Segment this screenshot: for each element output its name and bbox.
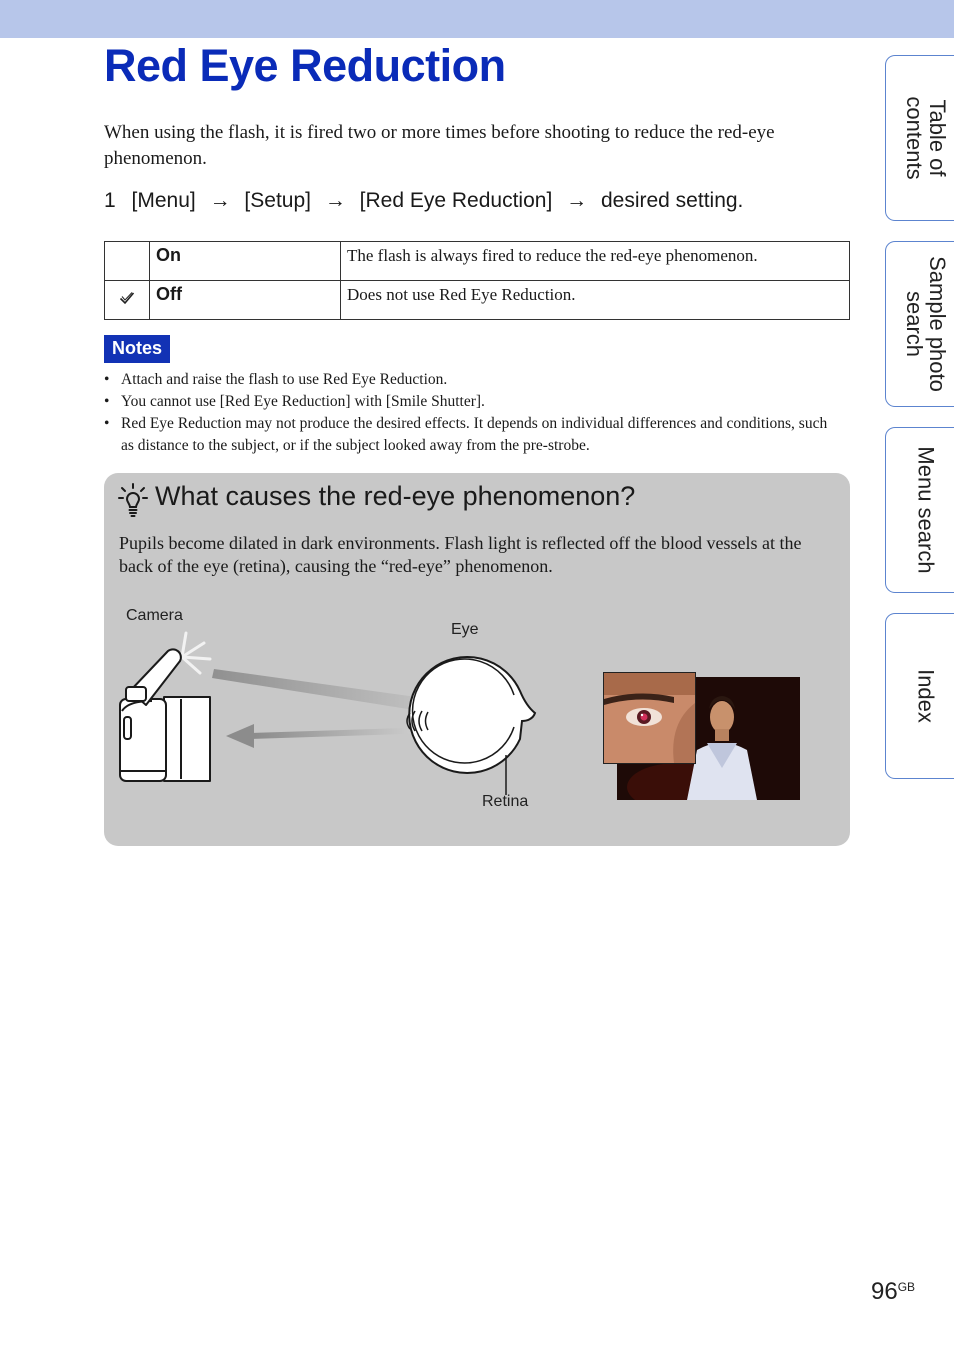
step-number: 1 — [104, 189, 116, 212]
step-part-setup: [Setup] — [244, 189, 311, 212]
tab-label: Sample photo search — [902, 256, 950, 392]
tab-sample-photo-search[interactable] — [885, 241, 954, 407]
setting-row-on — [105, 242, 850, 281]
right-arrow-icon: → — [566, 189, 588, 212]
tab-index[interactable] — [885, 613, 954, 779]
retina-label: Retina — [482, 793, 529, 810]
right-arrow-icon: → — [209, 189, 231, 212]
red-eye-closeup-image — [604, 673, 695, 763]
page-number: $96^{GB}$ — [871, 1278, 916, 1305]
tab-menu-search[interactable] — [885, 427, 954, 593]
flash-burst-icon — [182, 633, 210, 673]
list-item: • Attach and raise the flash to use Red Eye Reduction. — [104, 369, 834, 391]
reflected-arrowhead — [226, 724, 254, 748]
list-item: • You cannot use [Red Eye Reduction] with [Smile Shutter]. — [104, 391, 834, 413]
tip-box — [104, 473, 850, 846]
step-part-red-eye-reduction: [Red Eye Reduction] — [359, 189, 553, 212]
checkmark-icon — [119, 291, 135, 305]
tab-table-of-contents[interactable] — [885, 55, 954, 221]
page-title: Red Eye Reduction — [104, 40, 506, 91]
setting-description: The flash is always fired to reduce the red-eye phenomenon. — [341, 242, 850, 281]
red-eye-closeup-photo — [603, 672, 696, 764]
default-marker-cell — [105, 281, 150, 320]
list-item: • Red Eye Reduction may not produce the desired effects. It depends on individual differences and conditions, such as distance to the subject, or if the subject looked away from the pre-strobe. — [104, 413, 834, 457]
default-marker-cell — [105, 242, 150, 281]
settings-table — [104, 241, 850, 320]
menu-instruction-step — [104, 189, 743, 213]
right-arrow-icon: → — [324, 189, 346, 212]
notes-list — [104, 369, 834, 457]
setting-option: Off — [150, 281, 341, 320]
intro-paragraph: When using the flash, it is fired two or more times before shooting to reduce the red-eye phenomenon. — [104, 122, 775, 169]
setting-description: Does not use Red Eye Reduction. — [341, 281, 850, 320]
tip-heading: What causes the red-eye phenomenon? — [155, 481, 636, 511]
eye-illustration — [407, 657, 535, 795]
setting-option: On — [150, 242, 341, 281]
notes-badge: Notes — [104, 335, 170, 363]
step-part-desired-setting: desired setting. — [600, 189, 744, 212]
tab-label: Table of contents — [902, 96, 950, 180]
step-part-menu: [Menu] — [131, 189, 196, 212]
tab-label: Index — [913, 669, 939, 723]
tip-text: Pupils become dilated in dark environments. Flash light is reflected off the blood vessels at the back of the eye (retina), causing the “red-eye” phenomenon. — [119, 533, 802, 576]
camera-label: Camera — [126, 607, 183, 624]
header-band — [0, 0, 954, 38]
eye-label: Eye — [451, 621, 479, 638]
setting-row-off — [105, 281, 850, 320]
tab-label: Menu search — [913, 446, 939, 574]
